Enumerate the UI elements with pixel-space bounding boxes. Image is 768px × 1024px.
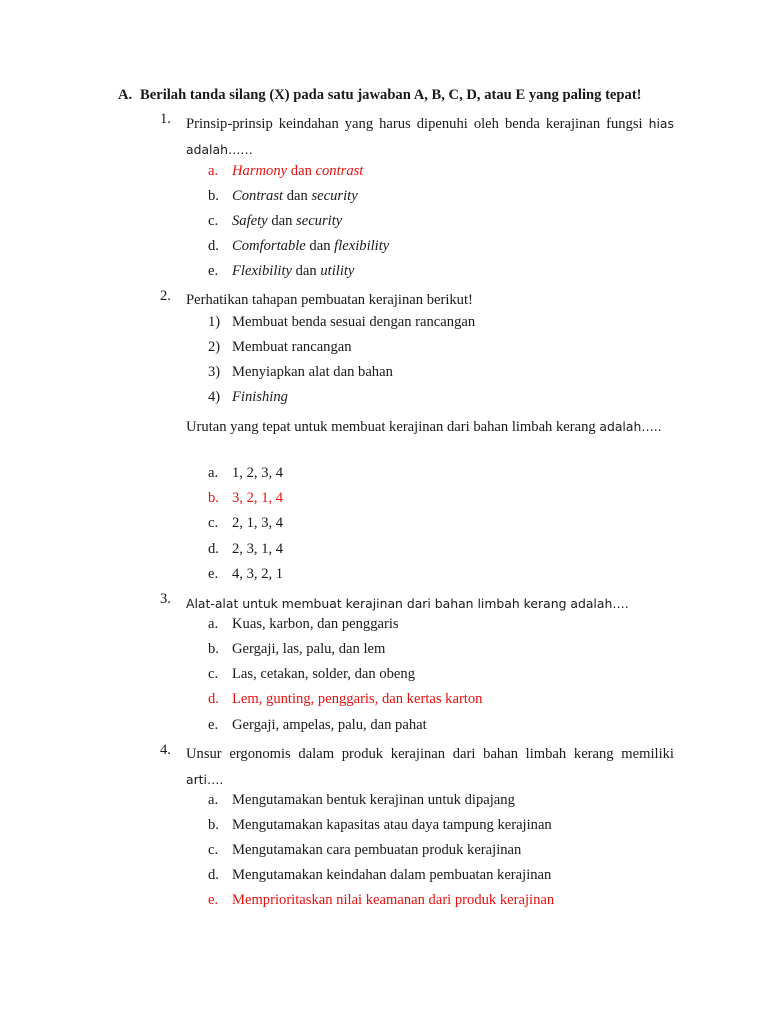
step-4 (208, 389, 288, 406)
question-2 (160, 288, 674, 313)
option-letter: c. (208, 842, 219, 858)
option-text: Memprioritaskan nilai keamanan dari produk kerajinan (232, 892, 555, 908)
step-2 (208, 339, 352, 356)
option-conj: dan (267, 213, 297, 229)
option-letter: c. (208, 213, 219, 229)
step-number: 3) (208, 364, 221, 380)
option-letter: b. (208, 817, 219, 833)
option-letter: b. (208, 641, 219, 657)
option-1b[interactable] (208, 188, 358, 205)
question-followup (186, 414, 674, 440)
option-letter: c. (208, 515, 219, 531)
option-letter: d. (208, 867, 219, 883)
option-letter: a. (208, 792, 219, 808)
option-text: 2, 1, 3, 4 (232, 515, 284, 531)
option-term: security (311, 188, 358, 204)
option-letter: d. (208, 238, 219, 254)
option-term: Flexibility (232, 263, 292, 279)
option-term: utility (320, 263, 355, 279)
option-3c[interactable] (208, 666, 415, 683)
option-text: 1, 2, 3, 4 (232, 465, 284, 481)
followup-text: Urutan yang tepat untuk membuat kerajinan dari bahan limbah kerang (186, 419, 596, 435)
question-stem-dots: …. (207, 772, 224, 788)
step-text: Membuat rancangan (232, 339, 352, 355)
option-term: contrast (315, 163, 364, 179)
option-3b[interactable] (208, 641, 385, 658)
option-letter: a. (208, 465, 219, 481)
question-stem-dots: …… (227, 142, 253, 158)
question-4 (160, 742, 674, 794)
option-conj: dan (305, 238, 335, 254)
followup-cont: adalah (599, 419, 642, 434)
question-number: 3. (160, 591, 171, 607)
option-4e[interactable] (208, 892, 554, 909)
option-text: Mengutamakan kapasitas atau daya tampung kerajinan (232, 817, 552, 833)
option-2e[interactable] (208, 566, 283, 583)
option-2d[interactable] (208, 541, 283, 558)
option-text: Gergaji, ampelas, palu, dan pahat (232, 717, 427, 733)
option-4b[interactable] (208, 817, 552, 834)
option-term: Harmony (232, 163, 288, 179)
option-letter: c. (208, 666, 219, 682)
option-1a[interactable] (208, 163, 363, 180)
question-stem-dots: …. (612, 596, 629, 611)
step-number: 4) (208, 389, 221, 405)
option-letter: a. (208, 163, 219, 179)
option-letter: e. (208, 263, 219, 279)
question-number: 4. (160, 742, 171, 758)
option-3d[interactable] (208, 691, 482, 708)
option-letter: b. (208, 490, 219, 506)
option-term: security (296, 213, 343, 229)
option-text: 2, 3, 1, 4 (232, 541, 284, 557)
option-1d[interactable] (208, 238, 389, 255)
option-conj: dan (283, 188, 312, 204)
question-stem-text: Unsur ergonomis dalam produk kerajinan dari bahan limbah kerang memiliki (186, 746, 674, 762)
option-letter: a. (208, 616, 219, 632)
question-stem-text: Alat-alat untuk membuat kerajinan dari bahan limbah kerang adalah (186, 596, 613, 611)
option-4a[interactable] (208, 792, 515, 809)
option-text: Mengutamakan bentuk kerajinan untuk dipajang (232, 792, 515, 808)
option-conj: dan (287, 163, 316, 179)
question-3 (160, 591, 674, 617)
option-2a[interactable] (208, 465, 283, 482)
step-text: Finishing (232, 389, 288, 405)
question-stem (186, 111, 674, 164)
option-term: flexibility (334, 238, 390, 254)
option-1c[interactable] (208, 213, 342, 230)
option-letter: e. (208, 566, 219, 582)
option-3e[interactable] (208, 717, 427, 734)
option-term: Contrast (232, 188, 284, 204)
option-3a[interactable] (208, 616, 399, 633)
option-letter: e. (208, 892, 219, 908)
option-text: Kuas, karbon, dan penggaris (232, 616, 399, 632)
option-term: Comfortable (232, 238, 306, 254)
option-letter: b. (208, 188, 219, 204)
option-letter: d. (208, 541, 219, 557)
question-number: 2. (160, 288, 171, 304)
option-4d[interactable] (208, 867, 551, 884)
option-letter: e. (208, 717, 219, 733)
section-label: A. (118, 87, 133, 103)
option-letter: d. (208, 691, 219, 707)
step-text: Menyiapkan alat dan bahan (232, 364, 393, 380)
step-3 (208, 364, 393, 381)
step-1 (208, 314, 475, 331)
option-text: Mengutamakan cara pembuatan produk kerajinan (232, 842, 522, 858)
question-stem: Perhatikan tahapan pembuatan kerajinan berikut! (186, 292, 473, 308)
section-heading (118, 87, 642, 104)
option-2b[interactable] (208, 490, 283, 507)
option-1e[interactable] (208, 263, 354, 280)
step-text: Membuat benda sesuai dengan rancangan (232, 314, 476, 330)
option-text: 3, 2, 1, 4 (232, 490, 284, 506)
option-conj: dan (291, 263, 321, 279)
option-text: Gergaji, las, palu, dan lem (232, 641, 386, 657)
question-1 (160, 111, 674, 164)
question-stem-text: Prinsip-prinsip keindahan yang harus dipenuhi oleh benda kerajinan fungsi (186, 116, 643, 132)
question-stem-cont: arti (186, 772, 207, 788)
question-number: 1. (160, 111, 171, 127)
step-number: 2) (208, 339, 221, 355)
option-2c[interactable] (208, 515, 283, 532)
option-text: 4, 3, 2, 1 (232, 566, 284, 582)
question-stem (186, 591, 674, 617)
question-stem (186, 742, 674, 794)
question-stem-cont: hias adalah (186, 116, 674, 158)
option-text: Mengutamakan keindahan dalam pembuatan kerajinan (232, 867, 552, 883)
option-text: Lem, gunting, penggaris, dan kertas karton (232, 691, 483, 707)
option-term: Safety (232, 213, 268, 229)
followup-dots: ….. (641, 419, 662, 434)
section-instruction: Berilah tanda silang (X) pada satu jawaban A, B, C, D, atau E yang paling tepat! (140, 87, 642, 103)
step-number: 1) (208, 314, 221, 330)
option-4c[interactable] (208, 842, 521, 859)
option-text: Las, cetakan, solder, dan obeng (232, 666, 415, 682)
